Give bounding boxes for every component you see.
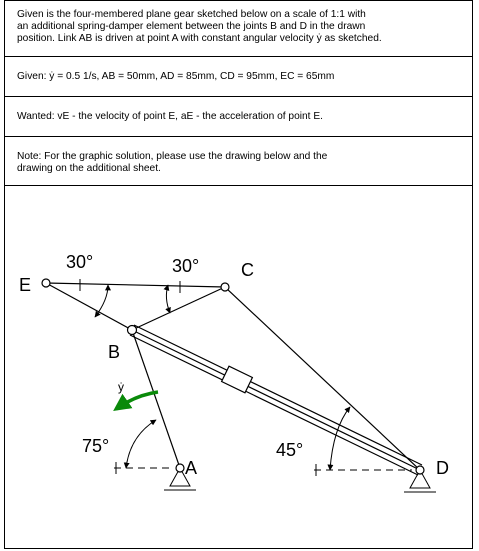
angle-arc-a [126, 420, 156, 468]
angle-label-c: 30° [172, 256, 200, 276]
point-label-c: C [241, 260, 254, 280]
link-cd [225, 287, 420, 470]
angle-label-a: 75° [82, 436, 110, 456]
statement-line: an additional spring-damper element between the joints B and D in the drawn [17, 21, 366, 32]
drive-arrow-icon [116, 392, 158, 409]
angle-label-d: 45° [276, 440, 304, 460]
joint-a [176, 464, 184, 472]
given-text: Given: ẏ = 0.5 1/s, AB = 50mm, AD = 85mm, CD = 95mm, EC = 65mm [17, 71, 335, 82]
link-e-b [46, 283, 132, 330]
point-label-e: E [19, 275, 32, 295]
joint-e [42, 279, 50, 287]
link-ab [132, 330, 180, 468]
joint-d [416, 466, 424, 474]
note-line: drawing on the additional sheet. [17, 163, 161, 174]
link-ec [46, 283, 225, 287]
joint-b [128, 326, 137, 335]
angle-arc-d [330, 407, 350, 470]
statement-line: position. Link AB is driven at point A with constant angular velocity ẏ as sketched. [17, 33, 382, 44]
joint-c [221, 283, 229, 291]
point-label-b: B [108, 342, 121, 362]
spring-damper-rail [130, 335, 418, 475]
angle-arc-c [166, 285, 170, 313]
angle-label-e: 30° [66, 252, 94, 272]
point-label-d: D [436, 458, 449, 478]
omega-label: ẏ [118, 380, 124, 394]
statement-line: Given is the four-membered plane gear sketched below on a scale of 1:1 with [17, 9, 366, 20]
link-b-c [132, 287, 225, 330]
note-line: Note: For the graphic solution, please use the drawing below and the [17, 151, 328, 162]
angle-arc-e [95, 285, 108, 317]
point-label-a: A [185, 458, 198, 478]
wanted-text: Wanted: vE - the velocity of point E, aE - the acceleration of point E. [17, 111, 323, 122]
